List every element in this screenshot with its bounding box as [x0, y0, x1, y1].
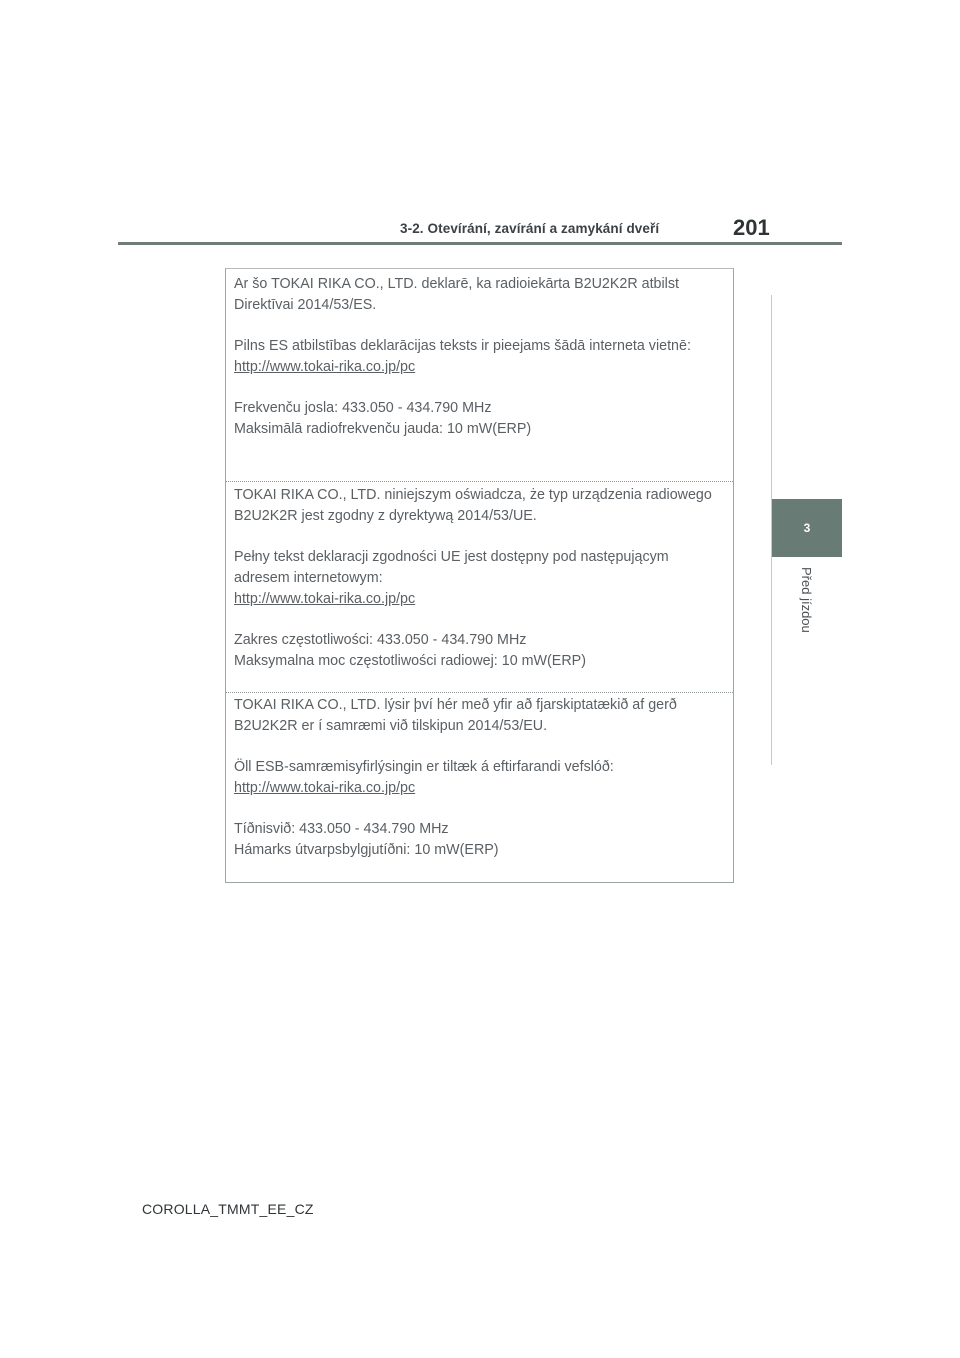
chapter-title: Před jízdou [799, 567, 814, 633]
chapter-tab: 3 [772, 499, 842, 557]
declaration-paragraph: Pilns ES atbilstības deklarācijas teksts ir pieejams šādā interneta vietnē: [234, 338, 691, 354]
declaration-section-polish [226, 485, 733, 672]
declaration-paragraph: TOKAI RIKA CO., LTD. niniejszym oświadcza, że typ urządzenia radiowego B2U2K2R jest zgodny z dyrektywą 2014/53/UE. [234, 487, 712, 524]
declaration-paragraph: Öll ESB-samræmisyfirlýsingin er tiltæk á eftirfarandi vefslóð: [234, 759, 614, 775]
max-power-text: Maksymalna moc częstotliwości radiowej: 10 mW(ERP) [234, 653, 586, 669]
declaration-section-latvian [226, 274, 733, 440]
section-divider [226, 692, 733, 693]
page-number: 201 [733, 215, 770, 240]
footer-document-code: COROLLA_TMMT_EE_CZ [142, 1201, 314, 1217]
declaration-box [225, 268, 734, 883]
declaration-paragraph: TOKAI RIKA CO., LTD. lýsir því hér með yfir að fjarskiptatækið af gerð B2U2K2R er í samræmi við tilskipun 2014/53/EU. [234, 697, 677, 734]
section-divider [226, 481, 733, 482]
max-power-text: Hámarks útvarpsbylgjutíðni: 10 mW(ERP) [234, 842, 499, 858]
frequency-band-text: Frekvenču josla: 433.050 - 434.790 MHz [234, 400, 492, 416]
declaration-paragraph: Pełny tekst deklaracji zgodności UE jest dostępny pod następującym adresem internetowym: [234, 549, 669, 586]
page-header-section-title: 3-2. Otevírání, zavírání a zamykání dveří [400, 221, 660, 236]
declaration-paragraph: Ar šo TOKAI RIKA CO., LTD. deklarē, ka radioiekārta B2U2K2R atbilst Direktīvai 2014/53/ES. [234, 276, 679, 313]
max-power-text: Maksimālā radiofrekvenču jauda: 10 mW(ERP) [234, 421, 532, 437]
declaration-link[interactable]: http://www.tokai-rika.co.jp/pc [234, 359, 416, 375]
frequency-band-text: Tíðnisvið: 433.050 - 434.790 MHz [234, 821, 449, 837]
declaration-link[interactable]: http://www.tokai-rika.co.jp/pc [234, 780, 416, 796]
declaration-link[interactable]: http://www.tokai-rika.co.jp/pc [234, 591, 416, 607]
frequency-band-text: Zakres częstotliwości: 433.050 - 434.790 MHz [234, 632, 527, 648]
declaration-section-icelandic [226, 695, 733, 861]
header-rule [118, 242, 842, 245]
